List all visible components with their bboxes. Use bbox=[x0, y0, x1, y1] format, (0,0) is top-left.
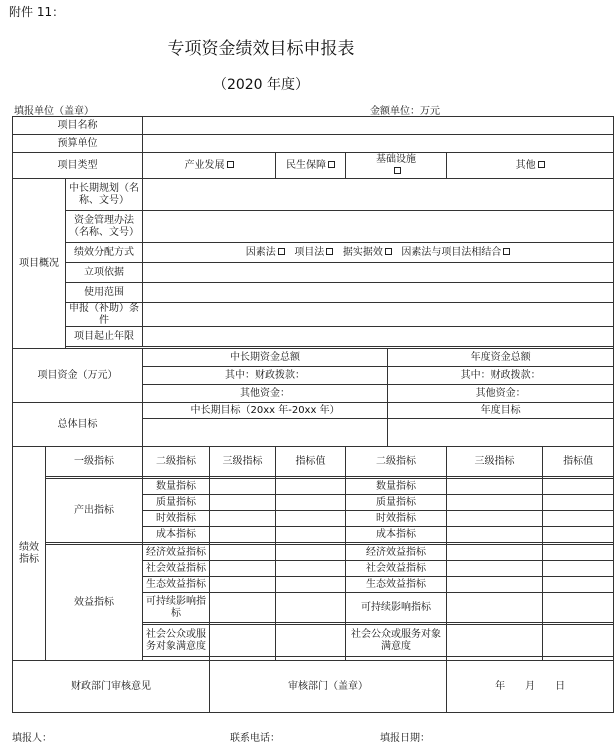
label-annual-total: 年度资金总额 bbox=[388, 349, 614, 367]
cell-level3[interactable] bbox=[447, 625, 543, 657]
cell-level3[interactable] bbox=[447, 545, 543, 561]
cell-value[interactable] bbox=[543, 561, 614, 577]
label-perf-indicators: 绩效指标 bbox=[13, 447, 46, 661]
cell-level3[interactable] bbox=[447, 577, 543, 593]
label-value-mid: 指标值 bbox=[276, 447, 346, 477]
cell-value[interactable] bbox=[543, 495, 614, 511]
cell-level3[interactable] bbox=[210, 527, 276, 543]
cell-level3[interactable] bbox=[210, 561, 276, 577]
type-option-other[interactable]: 其他 bbox=[447, 153, 614, 179]
year-label: （2020 年度） bbox=[212, 77, 310, 93]
checkbox-icon[interactable] bbox=[326, 248, 333, 255]
label-basis: 立项依据 bbox=[66, 263, 143, 283]
cell-level3[interactable] bbox=[210, 625, 276, 657]
label-level3-annual: 三级指标 bbox=[447, 447, 543, 477]
label-level1: 一级指标 bbox=[46, 447, 143, 477]
cell-level3[interactable] bbox=[210, 511, 276, 527]
label-midterm-plan: 中长期规划（名称、文号） bbox=[66, 179, 143, 211]
cell-scope[interactable] bbox=[143, 283, 614, 303]
footer-phone: 联系电话： bbox=[230, 733, 280, 744]
checkbox-icon[interactable] bbox=[328, 161, 335, 168]
label-output-item: 数量指标 bbox=[346, 479, 447, 495]
row-conditions bbox=[13, 303, 614, 327]
label-value-annual: 指标值 bbox=[543, 447, 614, 477]
cell-value[interactable] bbox=[276, 577, 346, 593]
cell-value[interactable] bbox=[543, 527, 614, 543]
checkbox-icon[interactable] bbox=[227, 161, 234, 168]
cell-value[interactable] bbox=[276, 495, 346, 511]
label-benefit-item: 可持续影响指标 bbox=[143, 593, 210, 623]
label-annual-goal: 年度目标 bbox=[388, 403, 614, 419]
cell-level3[interactable] bbox=[210, 495, 276, 511]
label-output-item: 质量指标 bbox=[143, 495, 210, 511]
label-annual-fiscal: 其中：财政拨款： bbox=[388, 367, 614, 385]
label-conditions: 申报（补助）条件 bbox=[66, 303, 143, 327]
cell-project-name[interactable] bbox=[143, 117, 614, 135]
label-output-item: 质量指标 bbox=[346, 495, 447, 511]
label-project-type: 项目类型 bbox=[13, 153, 143, 179]
checkbox-icon[interactable] bbox=[278, 248, 285, 255]
filler-unit-label: 填报单位（盖章） bbox=[14, 106, 94, 117]
cell-value[interactable] bbox=[543, 511, 614, 527]
row-midterm-plan bbox=[13, 179, 614, 211]
label-output-item: 时效指标 bbox=[143, 511, 210, 527]
row-fund-method bbox=[13, 211, 614, 243]
label-output-item: 数量指标 bbox=[143, 479, 210, 495]
label-benefit-item: 生态效益指标 bbox=[346, 577, 447, 593]
cell-level3[interactable] bbox=[210, 577, 276, 593]
label-funds: 项目资金（万元） bbox=[13, 349, 143, 403]
checkbox-icon[interactable] bbox=[385, 248, 392, 255]
type-option-livelihood[interactable]: 民生保障 bbox=[276, 153, 346, 179]
label-mid-other: 其他资金： bbox=[143, 385, 388, 403]
label-mid-fiscal: 其中：财政拨款： bbox=[143, 367, 388, 385]
row-basis bbox=[13, 263, 614, 283]
cell-value[interactable] bbox=[276, 561, 346, 577]
row-allocation-method bbox=[13, 243, 614, 263]
checkbox-icon[interactable] bbox=[503, 248, 510, 255]
label-fund-method: 资金管理办法（名称、文号） bbox=[66, 211, 143, 243]
checkbox-icon[interactable] bbox=[538, 161, 545, 168]
label-overview: 项目概况 bbox=[13, 179, 66, 349]
row-funds-totals bbox=[13, 349, 614, 367]
cell-mid-goal[interactable] bbox=[143, 419, 388, 447]
type-option-infrastructure[interactable]: 基础设施 bbox=[346, 153, 447, 179]
cell-start-end[interactable] bbox=[143, 327, 614, 347]
label-date-ymd: 年 月 日 bbox=[447, 661, 614, 713]
label-mid-total: 中长期资金总额 bbox=[143, 349, 388, 367]
form-title: 专项资金绩效目标申报表 bbox=[167, 39, 355, 59]
cell-level3[interactable] bbox=[447, 527, 543, 543]
cell-value[interactable] bbox=[543, 625, 614, 657]
cell-value[interactable] bbox=[543, 479, 614, 495]
label-benefit-item: 社会公众或服务对象满意度 bbox=[346, 625, 447, 657]
label-mid-goal: 中长期目标（20xx 年-20xx 年） bbox=[143, 403, 388, 419]
label-start-end: 项目起止年限 bbox=[66, 327, 143, 347]
label-scope: 使用范围 bbox=[66, 283, 143, 303]
label-benefit-item: 可持续影响指标 bbox=[346, 593, 447, 623]
cell-level3[interactable] bbox=[447, 511, 543, 527]
cell-level3[interactable] bbox=[447, 593, 543, 623]
label-overall-goal: 总体目标 bbox=[13, 403, 143, 447]
cell-level3[interactable] bbox=[447, 495, 543, 511]
cell-value[interactable] bbox=[276, 511, 346, 527]
row-indicator-headers bbox=[13, 447, 614, 477]
type-option-industry[interactable]: 产业发展 bbox=[143, 153, 276, 179]
label-benefit-item: 社会效益指标 bbox=[143, 561, 210, 577]
label-benefit-item: 经济效益指标 bbox=[346, 545, 447, 561]
label-output-item: 成本指标 bbox=[143, 527, 210, 543]
label-finance-review: 财政部门审核意见 bbox=[13, 661, 210, 713]
row-start-end bbox=[13, 327, 614, 347]
cell-value[interactable] bbox=[276, 479, 346, 495]
attachment-label: 附件 11： bbox=[9, 5, 65, 19]
cell-allocation-options: 因素法 项目法 据实据效 因素法与项目法相结合 bbox=[143, 243, 614, 263]
label-benefit-item: 社会公众或服务对象满意度 bbox=[143, 625, 210, 657]
label-project-name: 项目名称 bbox=[13, 117, 143, 135]
cell-level3[interactable] bbox=[210, 545, 276, 561]
cell-basis[interactable] bbox=[143, 263, 614, 283]
label-output: 产出指标 bbox=[46, 479, 143, 543]
cell-value[interactable] bbox=[543, 577, 614, 593]
amount-unit-label: 金额单位：万元 bbox=[370, 106, 440, 117]
checkbox-icon[interactable] bbox=[394, 167, 401, 174]
label-allocation-method: 绩效分配方式 bbox=[66, 243, 143, 263]
cell-value[interactable] bbox=[276, 593, 346, 623]
cell-annual-goal[interactable] bbox=[388, 419, 614, 447]
row-project-name bbox=[13, 117, 614, 135]
cell-budget-unit[interactable] bbox=[143, 135, 614, 153]
label-benefit-item: 社会效益指标 bbox=[346, 561, 447, 577]
cell-value[interactable] bbox=[276, 527, 346, 543]
target-form-table bbox=[12, 116, 614, 713]
footer-filler: 填报人： bbox=[12, 733, 52, 744]
row-finance-review bbox=[13, 661, 614, 713]
cell-value[interactable] bbox=[276, 545, 346, 561]
row-output-quantity bbox=[13, 479, 614, 495]
row-goal-headers bbox=[13, 403, 614, 419]
label-benefit-item: 经济效益指标 bbox=[143, 545, 210, 561]
cell-value[interactable] bbox=[543, 593, 614, 623]
label-benefit-item: 生态效益指标 bbox=[143, 577, 210, 593]
label-level2-mid: 二级指标 bbox=[143, 447, 210, 477]
cell-level3[interactable] bbox=[447, 479, 543, 495]
label-annual-other: 其他资金： bbox=[388, 385, 614, 403]
row-scope bbox=[13, 283, 614, 303]
label-output-item: 成本指标 bbox=[346, 527, 447, 543]
row-benefit-economic bbox=[13, 545, 614, 561]
cell-level3[interactable] bbox=[447, 561, 543, 577]
cell-fund-method[interactable] bbox=[143, 211, 614, 243]
cell-value[interactable] bbox=[543, 545, 614, 561]
cell-level3[interactable] bbox=[210, 479, 276, 495]
row-budget-unit bbox=[13, 135, 614, 153]
cell-level3[interactable] bbox=[210, 593, 276, 623]
cell-conditions[interactable] bbox=[143, 303, 614, 327]
cell-value[interactable] bbox=[276, 625, 346, 657]
label-review-dept: 审核部门（盖章） bbox=[210, 661, 447, 713]
label-output-item: 时效指标 bbox=[346, 511, 447, 527]
row-project-type bbox=[13, 153, 614, 179]
label-budget-unit: 预算单位 bbox=[13, 135, 143, 153]
label-benefit: 效益指标 bbox=[46, 545, 143, 661]
footer-date: 填报日期： bbox=[380, 733, 430, 744]
label-level2-annual: 二级指标 bbox=[346, 447, 447, 477]
label-level3-mid: 三级指标 bbox=[210, 447, 276, 477]
cell-midterm-plan[interactable] bbox=[143, 179, 614, 211]
